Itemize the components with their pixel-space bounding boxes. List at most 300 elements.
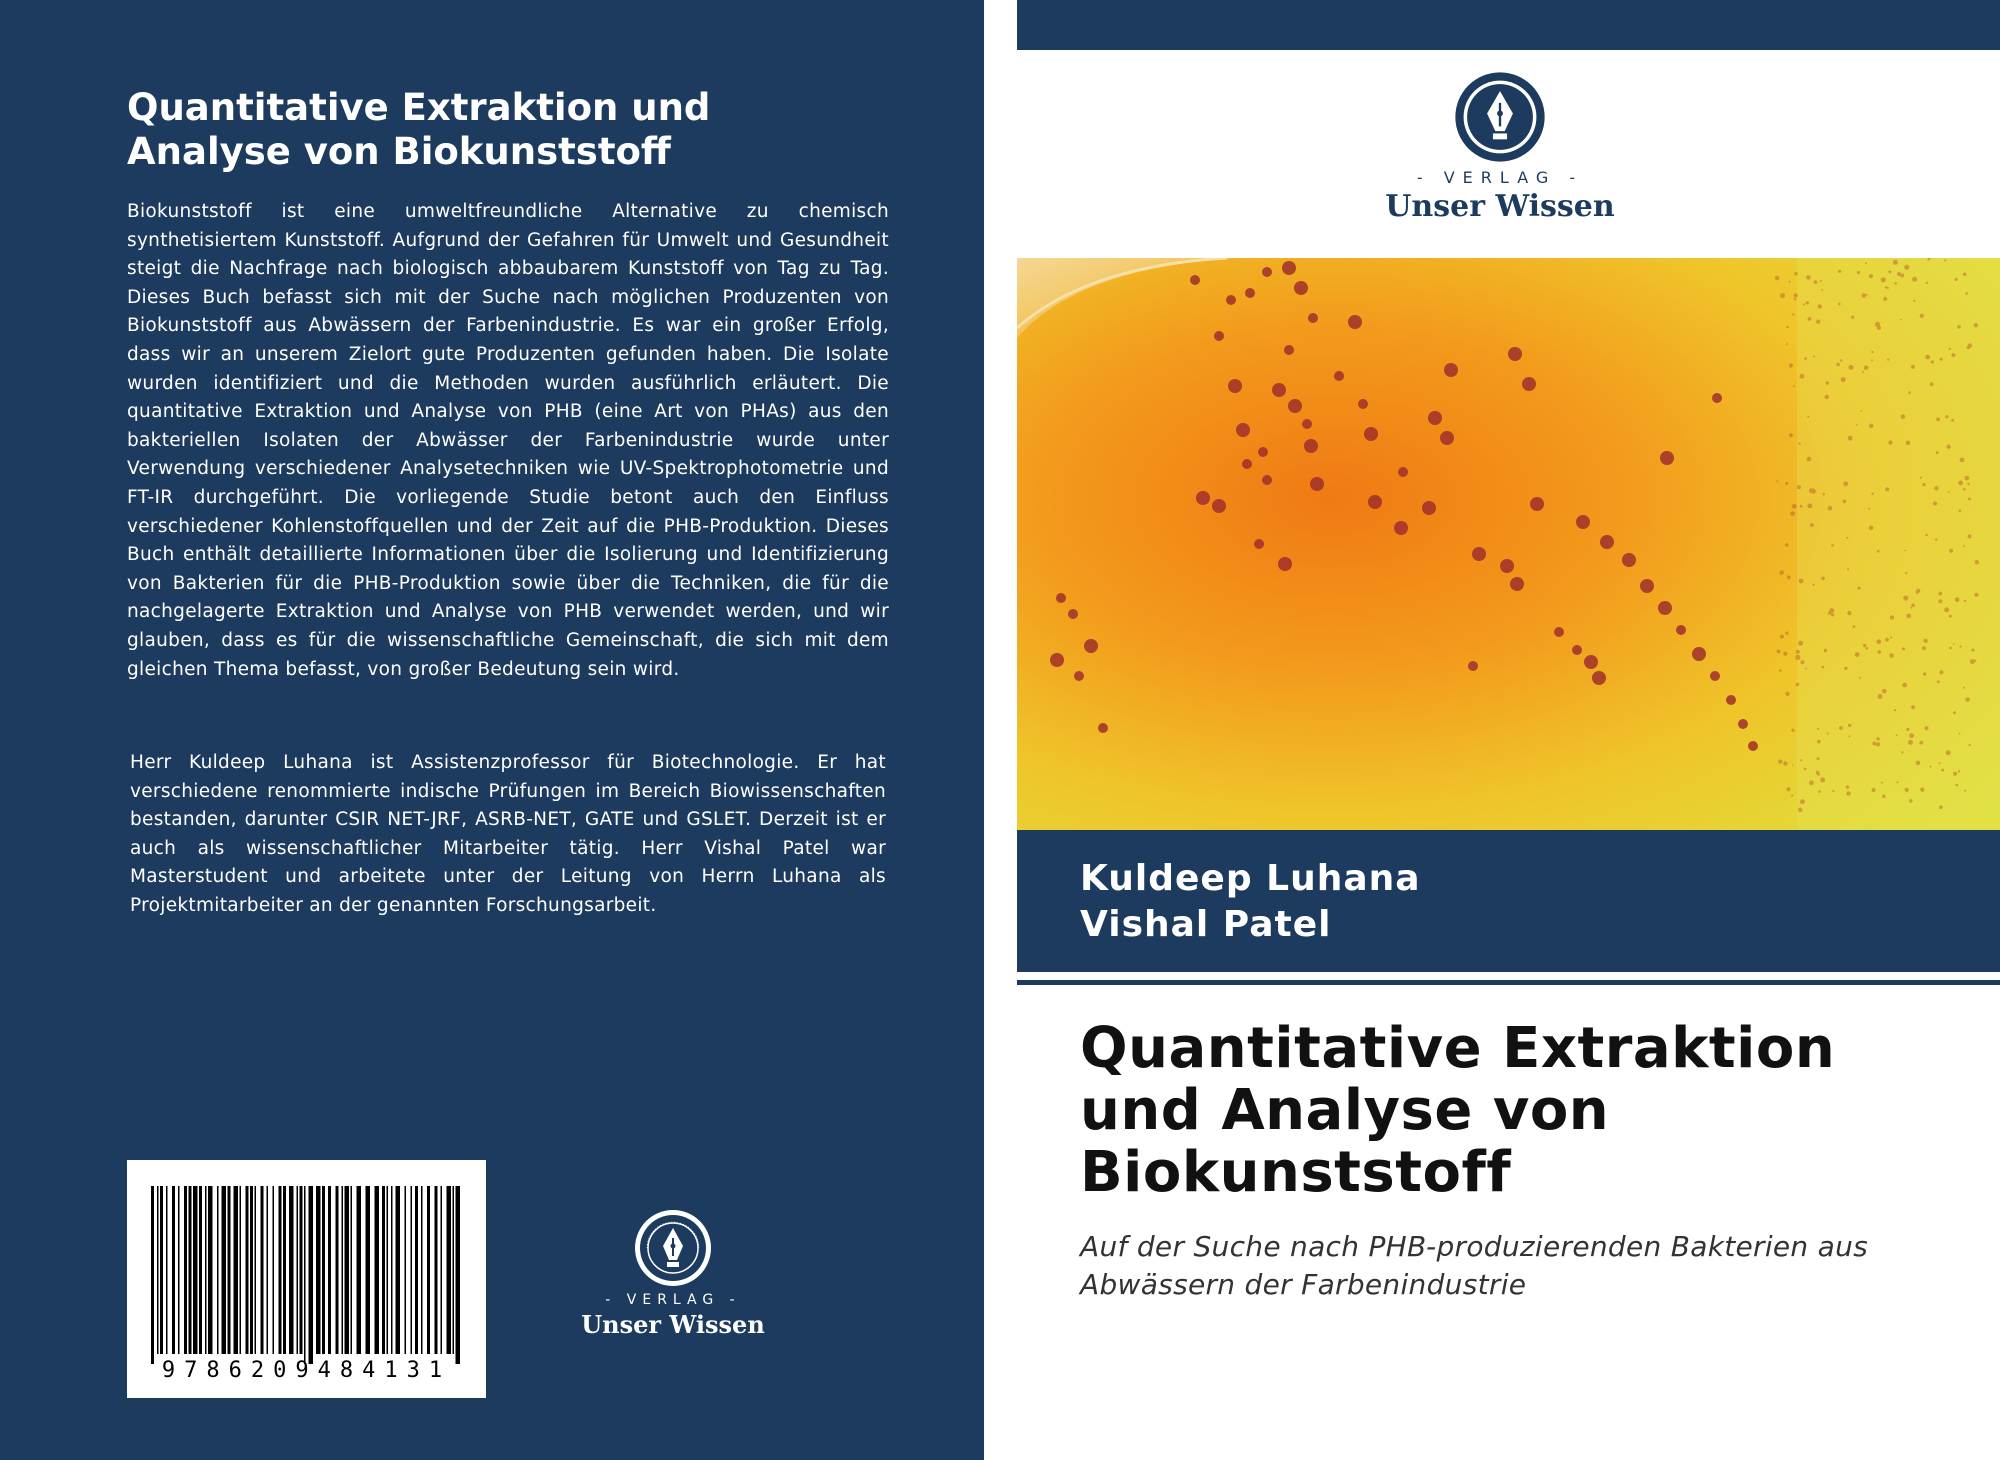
bacteria-colony: [1368, 495, 1382, 509]
bacteria-colony: [1748, 741, 1758, 751]
colony-speck: [1877, 650, 1881, 654]
barcode-bar: [184, 1186, 187, 1354]
colony-speck: [1877, 639, 1882, 644]
colony-speck: [1926, 282, 1928, 284]
colony-speck: [1953, 643, 1955, 645]
cover-photo: [1017, 258, 2000, 830]
colony-speck: [1889, 653, 1894, 658]
colony-speck: [1906, 441, 1911, 446]
bacteria-colony: [1308, 313, 1318, 323]
colony-speck: [1964, 600, 1966, 602]
colony-speck: [1794, 272, 1797, 275]
colony-speck: [1953, 711, 1956, 714]
bacteria-colony: [1228, 379, 1242, 393]
colony-speck: [1787, 576, 1791, 580]
colony-speck: [1916, 591, 1919, 594]
colony-speck: [1821, 577, 1825, 581]
colony-speck: [1841, 377, 1846, 382]
author-band: [1017, 830, 2000, 972]
barcode-bar: [283, 1186, 286, 1354]
colony-speck: [1904, 265, 1909, 270]
bacteria-colony: [1738, 719, 1748, 729]
bacteria-colony: [1522, 377, 1536, 391]
colony-speck: [1820, 777, 1825, 782]
colony-speck: [1881, 782, 1883, 784]
barcode-bar: [279, 1186, 282, 1354]
bacteria-colony: [1622, 553, 1636, 567]
colony-speck: [1924, 639, 1928, 643]
colony-speck: [1861, 410, 1863, 412]
colony-speck: [1960, 458, 1965, 463]
barcode-bar: [351, 1186, 353, 1354]
bacteria-colony: [1710, 671, 1720, 681]
bacteria-colony: [1692, 647, 1706, 661]
colony-speck: [1963, 545, 1965, 547]
author-name-2: Vishal Patel: [1080, 904, 1332, 945]
colony-speck: [1871, 493, 1873, 495]
colony-speck: [1807, 457, 1812, 462]
front-cover-title: Quantitative Extraktion und Analyse von Biokunststoff: [1080, 1016, 1836, 1205]
barcode-bar: [166, 1186, 168, 1354]
bacteria-colony: [1284, 345, 1294, 355]
barcode-bar: [189, 1186, 192, 1354]
colony-speck: [1824, 649, 1827, 652]
colony-speck: [1847, 611, 1851, 615]
colony-speck: [1975, 560, 1980, 565]
colony-speck: [1968, 343, 1973, 348]
colony-speck: [1846, 537, 1848, 539]
colony-speck: [1817, 740, 1821, 744]
bacteria-colony: [1304, 439, 1318, 453]
front-publisher-logo: [1360, 70, 1640, 224]
bacteria-colony: [1302, 419, 1312, 429]
colony-speck: [1857, 587, 1860, 590]
colony-speck: [1905, 572, 1907, 574]
colony-speck: [1866, 647, 1869, 650]
bacteria-colony: [1444, 363, 1458, 377]
author-bio: Herr Kuldeep Luhana ist Assistenzprofessor für Biotechnologie. Er hat verschiedene renommierte indische Prüfungen im Bereich Biowissenschaften bestanden, darunter CSIR NET-JRF, ASRB-NET, GATE und GSLET. Derzeit ist er auch als wissenschaftlicher Mitarbeiter tätig. Herr Vishal Patel war Masterstudent und arbeitete unter der Leitung von Herrn Luhana als Projektmitarbeiter an der genannten Forschungsarbeit.: [130, 752, 886, 916]
colony-speck: [1840, 359, 1842, 361]
colony-speck: [1786, 326, 1788, 328]
colony-speck: [1925, 355, 1930, 360]
colony-speck: [1789, 281, 1791, 283]
colony-speck: [1818, 304, 1822, 308]
colony-speck: [1843, 500, 1847, 504]
bacteria-colony: [1530, 497, 1544, 511]
bacteria-colony: [1084, 639, 1098, 653]
barcode-bar: [456, 1186, 461, 1364]
colony-speck: [1958, 481, 1963, 486]
colony-speck: [1877, 550, 1880, 553]
colony-speck: [1780, 635, 1784, 639]
barcode-bar: [309, 1186, 314, 1364]
bacteria-colony: [1712, 393, 1722, 403]
colony-speck: [1933, 501, 1937, 505]
barcode-bar: [342, 1186, 344, 1354]
colony-speck: [1871, 351, 1873, 353]
isbn-barcode: [127, 1160, 486, 1398]
colony-speck: [1776, 480, 1778, 482]
colony-speck: [1777, 650, 1781, 654]
colony-speck: [1779, 570, 1783, 574]
divider-rule: [1017, 980, 2000, 985]
bacteria-colony: [1288, 399, 1302, 413]
colony-speck: [1869, 526, 1874, 531]
colony-speck: [1901, 414, 1906, 419]
bacteria-colony: [1600, 535, 1614, 549]
colony-speck: [1796, 650, 1800, 654]
barcode-bar: [228, 1186, 231, 1354]
barcode-bar: [366, 1186, 371, 1354]
barcode-bar: [178, 1186, 180, 1354]
barcode-bar: [300, 1186, 303, 1354]
colony-speck: [1800, 799, 1805, 804]
colony-speck: [1963, 273, 1967, 277]
colony-speck: [1843, 481, 1848, 486]
barcode-bar: [172, 1186, 175, 1354]
bacteria-colony: [1245, 288, 1255, 298]
colony-speck: [1796, 683, 1800, 687]
colony-speck: [1949, 348, 1951, 350]
colony-speck: [1908, 740, 1913, 745]
colony-speck: [1792, 764, 1794, 766]
colony-speck: [1795, 655, 1800, 660]
front-top-bar: [1017, 0, 2000, 50]
colony-speck: [1800, 759, 1802, 761]
barcode-bar: [415, 1186, 418, 1354]
pen-nib-icon: [633, 1208, 713, 1288]
barcode-bar: [421, 1186, 423, 1354]
colony-speck: [1937, 680, 1940, 683]
colony-speck: [1946, 445, 1950, 449]
barcode-bar: [267, 1186, 269, 1354]
colony-speck: [1959, 510, 1962, 513]
colony-speck: [1940, 358, 1943, 361]
colony-speck: [1855, 652, 1860, 657]
colony-speck: [1900, 274, 1904, 278]
colony-speck: [1922, 646, 1926, 650]
colony-speck: [1951, 353, 1955, 357]
barcode-bar: [328, 1186, 331, 1354]
barcode-bar: [205, 1186, 207, 1354]
colony-speck: [1906, 614, 1911, 619]
colony-speck: [1885, 487, 1889, 491]
colony-speck: [1862, 293, 1867, 298]
barcode-bar: [345, 1186, 350, 1354]
colony-speck: [1968, 534, 1972, 538]
colony-speck: [1876, 742, 1880, 746]
colony-speck: [1783, 652, 1787, 656]
colony-speck: [1826, 381, 1830, 385]
colony-speck: [1963, 687, 1965, 689]
colony-speck: [1916, 761, 1921, 766]
colony-speck: [1888, 270, 1891, 273]
colony-speck: [1911, 603, 1915, 607]
colony-speck: [1814, 280, 1818, 284]
bacteria-colony: [1334, 371, 1344, 381]
colony-speck: [1799, 579, 1804, 584]
colony-speck: [1847, 568, 1849, 570]
back-publisher-logo: [570, 1208, 776, 1339]
colony-speck: [1800, 505, 1803, 508]
colony-speck: [1965, 697, 1970, 702]
colony-speck: [1857, 271, 1860, 274]
colony-speck: [1887, 359, 1889, 361]
barcode-bar: [289, 1186, 294, 1354]
colony-speck: [1930, 382, 1934, 386]
barcode-bar: [322, 1186, 325, 1354]
colony-speck: [1865, 262, 1867, 264]
colony-speck: [1805, 668, 1807, 670]
colony-speck: [1813, 356, 1815, 358]
barcode-bar: [151, 1186, 154, 1364]
barcode-bar: [193, 1186, 198, 1354]
colony-speck: [1968, 498, 1971, 501]
colony-speck: [1786, 343, 1788, 345]
barcode-bar: [427, 1186, 430, 1354]
colony-speck: [1817, 757, 1820, 760]
colony-speck: [1951, 419, 1954, 422]
colony-speck: [1913, 300, 1915, 302]
colony-speck: [1853, 625, 1856, 628]
colony-speck: [1896, 734, 1898, 736]
colony-speck: [1791, 794, 1793, 796]
colony-speck: [1920, 788, 1924, 792]
colony-speck: [1885, 638, 1889, 642]
bacteria-colony: [1190, 275, 1200, 285]
colony-speck: [1839, 726, 1843, 730]
colony-speck: [1974, 323, 1978, 327]
colony-speck: [1848, 724, 1851, 727]
barcode-bar: [160, 1186, 163, 1354]
colony-speck: [1957, 325, 1961, 329]
barcode-bar: [199, 1186, 202, 1354]
colony-speck: [1969, 744, 1971, 746]
bacteria-colony: [1398, 467, 1408, 477]
bacteria-colony: [1348, 315, 1362, 329]
colony-speck: [1866, 294, 1868, 296]
colony-speck: [1936, 451, 1939, 454]
barcode-bar: [217, 1186, 219, 1354]
bacteria-colony: [1584, 655, 1598, 669]
colony-speck: [1894, 282, 1897, 285]
barcode-bar: [240, 1186, 242, 1354]
isbn-digits: 9786209484131: [161, 1358, 452, 1383]
barcode-bar: [396, 1186, 401, 1354]
colony-speck: [1838, 270, 1841, 273]
colony-speck: [1825, 395, 1829, 399]
colony-speck: [1929, 766, 1931, 768]
colony-speck: [1925, 534, 1927, 536]
colony-speck: [1882, 689, 1887, 694]
colony-speck: [1816, 771, 1820, 775]
colony-speck: [1801, 660, 1805, 664]
colony-speck: [1822, 666, 1825, 669]
colony-speck: [1967, 483, 1969, 485]
colony-speck: [1849, 365, 1854, 370]
colony-speck: [1906, 728, 1909, 731]
bacteria-colony: [1262, 267, 1272, 277]
colony-speck: [1809, 780, 1814, 785]
colony-speck: [1871, 360, 1873, 362]
bacteria-colony: [1242, 459, 1252, 469]
bacteria-colony: [1050, 653, 1064, 667]
logo-publisher-name: Unser Wissen: [581, 1310, 765, 1339]
colony-speck: [1792, 313, 1794, 315]
colony-speck: [1923, 483, 1926, 486]
colony-speck: [1775, 276, 1780, 281]
spine: [984, 0, 1016, 1460]
colony-speck: [1862, 371, 1864, 373]
back-cover-title: Quantitative Extraktion und Analyse von Biokunststoff: [127, 86, 711, 173]
colony-speck: [1941, 769, 1944, 772]
colony-speck: [1797, 485, 1801, 489]
colony-speck: [1939, 670, 1943, 674]
colony-speck: [1974, 660, 1976, 662]
colony-speck: [1846, 785, 1849, 788]
colony-speck: [1832, 790, 1834, 792]
bacteria-colony: [1660, 451, 1674, 465]
colony-speck: [1831, 613, 1834, 616]
colony-speck: [1878, 694, 1883, 699]
colony-speck: [1939, 805, 1943, 809]
colony-speck: [1905, 788, 1909, 792]
colony-speck: [1887, 287, 1889, 289]
colony-speck: [1897, 781, 1899, 783]
colony-speck: [1817, 728, 1819, 730]
bacteria-colony: [1282, 261, 1296, 275]
colony-speck: [1868, 508, 1870, 510]
colony-speck: [1909, 799, 1913, 803]
colony-speck: [1851, 316, 1854, 319]
colony-speck: [1804, 768, 1807, 771]
colony-speck: [1888, 440, 1892, 444]
colony-speck: [1903, 595, 1908, 600]
colony-speck: [1816, 320, 1820, 324]
colony-speck: [1893, 260, 1898, 265]
barcode-bar: [222, 1186, 227, 1354]
colony-speck: [1936, 417, 1940, 421]
barcode-bar: [208, 1186, 213, 1354]
colony-speck: [1820, 280, 1822, 282]
barcode-bar: [405, 1186, 407, 1354]
colony-speck: [1778, 760, 1782, 764]
colony-speck: [1971, 649, 1974, 652]
colony-speck: [1838, 303, 1841, 306]
colony-speck: [1828, 506, 1833, 511]
colony-speck: [1790, 511, 1795, 516]
colony-speck: [1785, 692, 1789, 696]
colony-speck: [1785, 543, 1789, 547]
bacteria-colony: [1068, 609, 1078, 619]
colony-speck: [1864, 365, 1869, 370]
colony-speck: [1919, 741, 1923, 745]
bacteria-colony: [1364, 427, 1378, 441]
colony-speck: [1902, 683, 1907, 688]
colony-speck: [1789, 364, 1792, 367]
colony-speck: [1890, 637, 1892, 639]
colony-speck: [1876, 737, 1879, 740]
colony-speck: [1905, 550, 1907, 552]
bacteria-colony: [1440, 431, 1454, 445]
colony-speck: [1836, 363, 1840, 367]
colony-speck: [1785, 632, 1788, 635]
colony-speck: [1964, 476, 1969, 481]
barcode-bar: [411, 1186, 413, 1354]
barcode-bar: [316, 1186, 321, 1354]
barcode-bar: [250, 1186, 253, 1354]
colony-speck: [1785, 482, 1788, 485]
barcode-bar: [157, 1186, 159, 1354]
barcode-bar: [382, 1186, 385, 1354]
colony-speck: [1789, 433, 1793, 437]
bacteria-colony: [1676, 625, 1686, 635]
bacteria-colony: [1394, 521, 1408, 535]
colony-speck: [1949, 549, 1953, 553]
bacteria-colony: [1554, 627, 1564, 637]
colony-speck: [1786, 787, 1790, 791]
colony-speck: [1869, 424, 1873, 428]
colony-speck: [1807, 416, 1809, 418]
bacteria-colony: [1310, 477, 1324, 491]
colony-speck: [1949, 615, 1952, 618]
colony-speck: [1975, 593, 1979, 597]
colony-speck: [1909, 733, 1914, 738]
colony-speck: [1955, 597, 1960, 602]
colony-speck: [1911, 705, 1915, 709]
colony-speck: [1894, 709, 1896, 711]
colony-speck: [1883, 297, 1887, 301]
colony-speck: [1902, 647, 1905, 650]
colony-speck: [1920, 477, 1922, 479]
bacteria-colony: [1258, 447, 1268, 457]
barcode-bar: [441, 1186, 443, 1354]
colony-speck: [1960, 645, 1962, 647]
colony-speck: [1908, 391, 1911, 394]
barcode-bar: [273, 1186, 275, 1354]
colony-speck: [1779, 669, 1782, 672]
colony-speck: [1958, 770, 1960, 772]
colony-speck: [1798, 808, 1803, 813]
colony-speck: [1910, 607, 1912, 609]
colony-speck: [1944, 259, 1946, 261]
bacteria-colony: [1212, 499, 1226, 513]
colony-speck: [1794, 298, 1796, 300]
bacteria-petri-dish-image: [1017, 258, 2000, 830]
barcode-bar: [297, 1186, 299, 1354]
colony-speck: [1911, 365, 1915, 369]
bacteria-colony: [1658, 601, 1672, 615]
logo-verlag-label: - VERLAG -: [1416, 168, 1584, 187]
colony-speck: [1890, 615, 1894, 619]
colony-speck: [1806, 301, 1809, 304]
colony-speck: [1812, 584, 1814, 586]
bacteria-colony: [1576, 515, 1590, 529]
barcode-bar: [261, 1186, 264, 1354]
barcode-bar: [447, 1186, 452, 1354]
colony-speck: [1783, 761, 1787, 765]
colony-speck: [1856, 424, 1858, 426]
colony-speck: [1808, 317, 1812, 321]
colony-speck: [1959, 733, 1961, 735]
colony-speck: [1901, 751, 1903, 753]
barcode-bar: [375, 1186, 380, 1354]
colony-speck: [1970, 659, 1975, 664]
colony-speck: [1945, 415, 1948, 418]
bacteria-colony: [1592, 671, 1606, 685]
colony-speck: [1923, 672, 1926, 675]
bacteria-colony: [1472, 547, 1486, 561]
